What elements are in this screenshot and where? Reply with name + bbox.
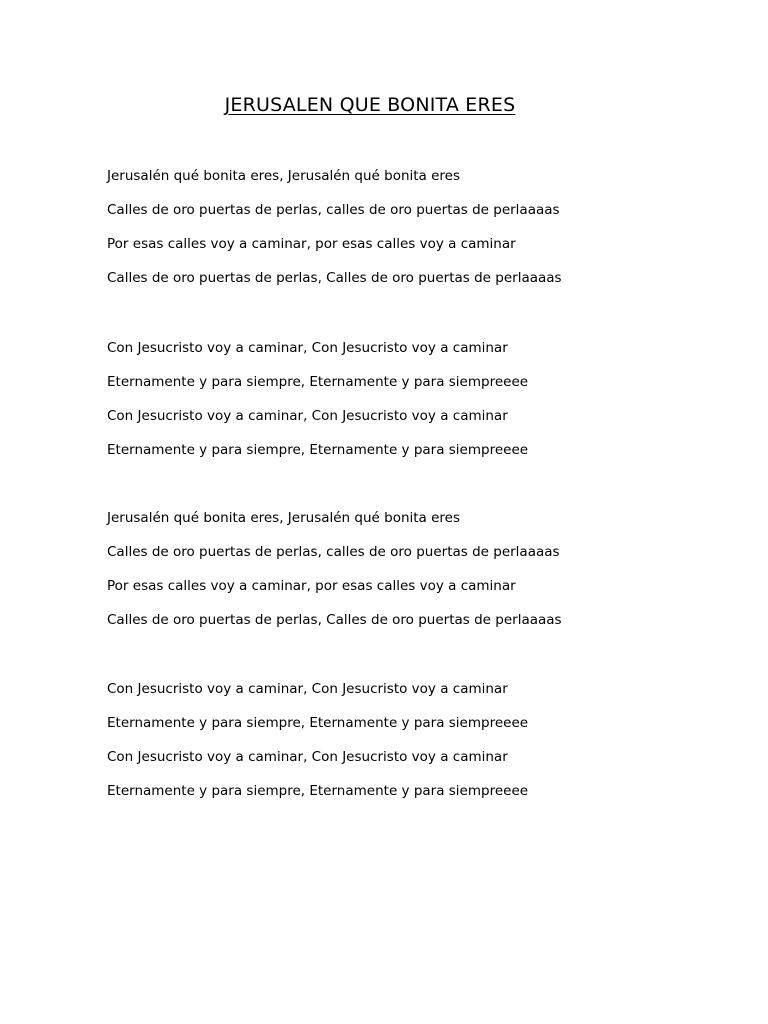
verse-4 xyxy=(107,679,528,815)
lyric-line: Eternamente y para siempre, Eternamente y para siempreeee xyxy=(107,783,529,799)
lyric-line: Calles de oro puertas de perlas, Calles de oro puertas de perlaaaas xyxy=(107,270,562,286)
lyric-line: Por esas calles voy a caminar, por esas calles voy a caminar xyxy=(107,236,516,252)
lyric-line: Con Jesucristo voy a caminar, Con Jesucristo voy a caminar xyxy=(107,681,508,697)
lyric-line: Calles de oro puertas de perlas, calles de oro puertas de perlaaaas xyxy=(107,544,560,560)
lyric-line: Jerusalén qué bonita eres, Jerusalén qué bonita eres xyxy=(107,510,461,526)
lyric-line: Jerusalén qué bonita eres, Jerusalén qué bonita eres xyxy=(107,168,461,184)
lyric-line: Con Jesucristo voy a caminar, Con Jesucristo voy a caminar xyxy=(107,408,508,424)
lyric-line: Eternamente y para siempre, Eternamente y para siempreeee xyxy=(107,715,529,731)
lyric-line: Eternamente y para siempre, Eternamente y para siempreeee xyxy=(107,374,529,390)
page-title: JERUSALEN QUE BONITA ERES xyxy=(224,94,516,116)
verse-2 xyxy=(107,338,528,474)
lyric-line: Por esas calles voy a caminar, por esas calles voy a caminar xyxy=(107,578,516,594)
verse-1 xyxy=(107,166,562,302)
lyric-line: Con Jesucristo voy a caminar, Con Jesucristo voy a caminar xyxy=(107,340,508,356)
lyric-line: Calles de oro puertas de perlas, calles de oro puertas de perlaaaas xyxy=(107,202,560,218)
lyric-line: Calles de oro puertas de perlas, Calles de oro puertas de perlaaaas xyxy=(107,612,562,628)
lyric-line: Eternamente y para siempre, Eternamente y para siempreeee xyxy=(107,442,529,458)
lyric-line: Con Jesucristo voy a caminar, Con Jesucristo voy a caminar xyxy=(107,749,508,765)
verse-3 xyxy=(107,508,562,644)
